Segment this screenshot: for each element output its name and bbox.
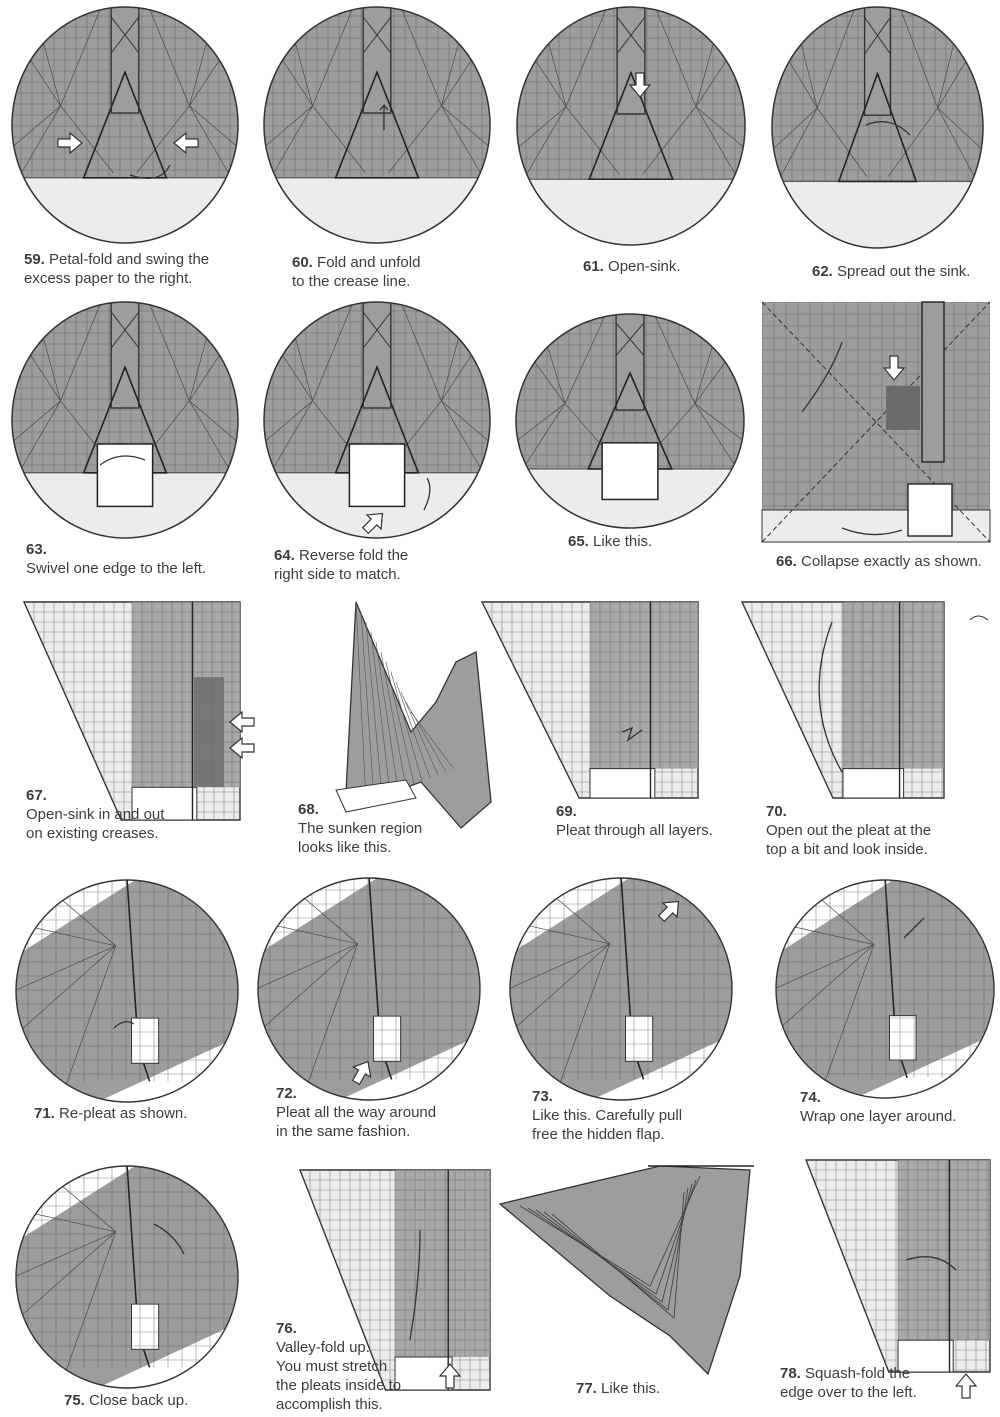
step-number: 78.	[780, 1365, 801, 1382]
step-text: to the crease line.	[292, 273, 411, 290]
step-number: 69.	[556, 803, 577, 820]
caption-step-70	[766, 802, 931, 859]
diagram-step-66	[762, 302, 990, 542]
step-text: Reverse fold the	[299, 547, 409, 564]
diagram-step-69-drawing	[482, 602, 698, 798]
diagram-step-78	[806, 1160, 990, 1372]
diagram-step-73-drawing	[508, 876, 734, 1102]
step-text: Pleat through all layers.	[556, 822, 713, 839]
diagram-step-70-drawing	[742, 602, 944, 798]
step-text: Wrap one layer around.	[800, 1108, 957, 1125]
step-text: Valley-fold up.	[276, 1339, 370, 1356]
step-text: Fold and unfold	[317, 254, 421, 271]
step-text: Open-sink.	[608, 258, 681, 275]
step-number: 68.	[298, 801, 319, 818]
step-number: 70.	[766, 803, 787, 820]
caption-step-61	[583, 257, 681, 276]
diagram-step-71	[14, 878, 240, 1104]
step-text: Petal-fold and swing the	[49, 251, 210, 268]
step-number: 71.	[34, 1105, 55, 1122]
step-text: in the same fashion.	[276, 1123, 411, 1140]
caption-step-78	[780, 1364, 917, 1402]
step-text: Open out the pleat at the	[766, 822, 932, 839]
step-text: edge over to the left.	[780, 1384, 917, 1401]
step-number: 76.	[276, 1320, 297, 1337]
caption-step-75	[64, 1391, 188, 1410]
caption-step-68	[298, 800, 422, 857]
step-text: Squash-fold the	[805, 1365, 911, 1382]
diagram-step-64-drawing	[262, 300, 492, 540]
step-number: 65.	[568, 533, 589, 550]
caption-step-63	[26, 540, 206, 578]
diagram-step-68-drawing	[326, 602, 498, 828]
step-text: Swivel one edge to the left.	[26, 560, 207, 577]
caption-step-73	[532, 1087, 682, 1144]
diagram-step-78-drawing	[806, 1160, 990, 1372]
diagram-step-72	[256, 876, 482, 1102]
step-text: excess paper to the right.	[24, 270, 193, 287]
caption-step-67	[26, 786, 164, 843]
diagram-step-69	[482, 602, 698, 798]
caption-step-74	[800, 1088, 956, 1126]
caption-step-77	[576, 1379, 660, 1398]
step-text: Close back up.	[89, 1392, 189, 1409]
step-text: Spread out the sink.	[837, 263, 971, 280]
push-arrow-icon	[956, 1374, 976, 1398]
diagram-step-61-drawing	[515, 5, 747, 247]
caption-step-59	[24, 250, 209, 288]
step-text: Like this. Carefully pull	[532, 1107, 683, 1124]
step-text: looks like this.	[298, 839, 392, 856]
diagram-step-73	[508, 876, 734, 1102]
step-text: free the hidden flap.	[532, 1126, 665, 1143]
step-text: Re-pleat as shown.	[59, 1105, 188, 1122]
diagram-step-59-drawing	[10, 5, 240, 245]
diagram-step-75	[14, 1164, 240, 1390]
step-number: 60.	[292, 254, 313, 271]
step-number: 73.	[532, 1088, 553, 1105]
diagram-step-65-drawing	[514, 312, 746, 530]
diagram-step-74	[774, 878, 996, 1100]
diagram-step-75-drawing	[14, 1164, 240, 1390]
step-text: Like this.	[601, 1380, 661, 1397]
caption-step-64	[274, 546, 408, 584]
step-text: Pleat all the way around	[276, 1104, 437, 1121]
diagram-step-60	[262, 5, 492, 245]
diagram-step-72-drawing	[256, 876, 482, 1102]
step-number: 74.	[800, 1089, 821, 1106]
eye-icon	[970, 616, 988, 620]
step-number: 61.	[583, 258, 604, 275]
step-number: 62.	[812, 263, 833, 280]
caption-step-71	[34, 1104, 187, 1123]
diagram-step-71-drawing	[14, 878, 240, 1104]
step-text: accomplish this.	[276, 1396, 383, 1413]
step-text: The sunken region	[298, 820, 423, 837]
diagram-step-62-drawing	[770, 5, 985, 250]
caption-step-66	[776, 552, 982, 571]
diagram-step-64	[262, 300, 492, 540]
caption-step-76	[276, 1319, 401, 1414]
diagram-step-61	[515, 5, 747, 247]
diagram-step-63-drawing	[10, 300, 240, 540]
step-text: Collapse exactly as shown.	[801, 553, 982, 570]
diagram-step-68	[326, 602, 498, 828]
step-number: 67.	[26, 787, 47, 804]
diagram-step-63	[10, 300, 240, 540]
diagram-step-62	[770, 5, 985, 250]
diagram-step-60-drawing	[262, 5, 492, 245]
diagram-step-74-drawing	[774, 878, 996, 1100]
step-number: 75.	[64, 1392, 85, 1409]
diagram-step-77	[500, 1166, 754, 1374]
step-text: Open-sink in and out	[26, 806, 165, 823]
caption-step-72	[276, 1084, 436, 1141]
caption-step-62	[812, 262, 970, 281]
step-number: 72.	[276, 1085, 297, 1102]
step-text: You must stretch	[276, 1358, 388, 1375]
diagram-step-77-drawing	[500, 1166, 754, 1374]
diagram-step-65	[514, 312, 746, 530]
step-text: right side to match.	[274, 566, 401, 583]
diagram-step-66-drawing	[762, 302, 990, 542]
step-number: 63.	[26, 541, 47, 558]
step-text: top a bit and look inside.	[766, 841, 928, 858]
step-text: the pleats inside to	[276, 1377, 402, 1394]
caption-step-60	[292, 253, 420, 291]
caption-step-65	[568, 532, 652, 551]
caption-step-69	[556, 802, 713, 840]
step-text: on existing creases.	[26, 825, 159, 842]
step-text: Like this.	[593, 533, 653, 550]
diagram-step-59	[10, 5, 240, 245]
step-number: 59.	[24, 251, 45, 268]
step-number: 77.	[576, 1380, 597, 1397]
step-number: 64.	[274, 547, 295, 564]
step-number: 66.	[776, 553, 797, 570]
diagram-step-70	[742, 602, 944, 798]
